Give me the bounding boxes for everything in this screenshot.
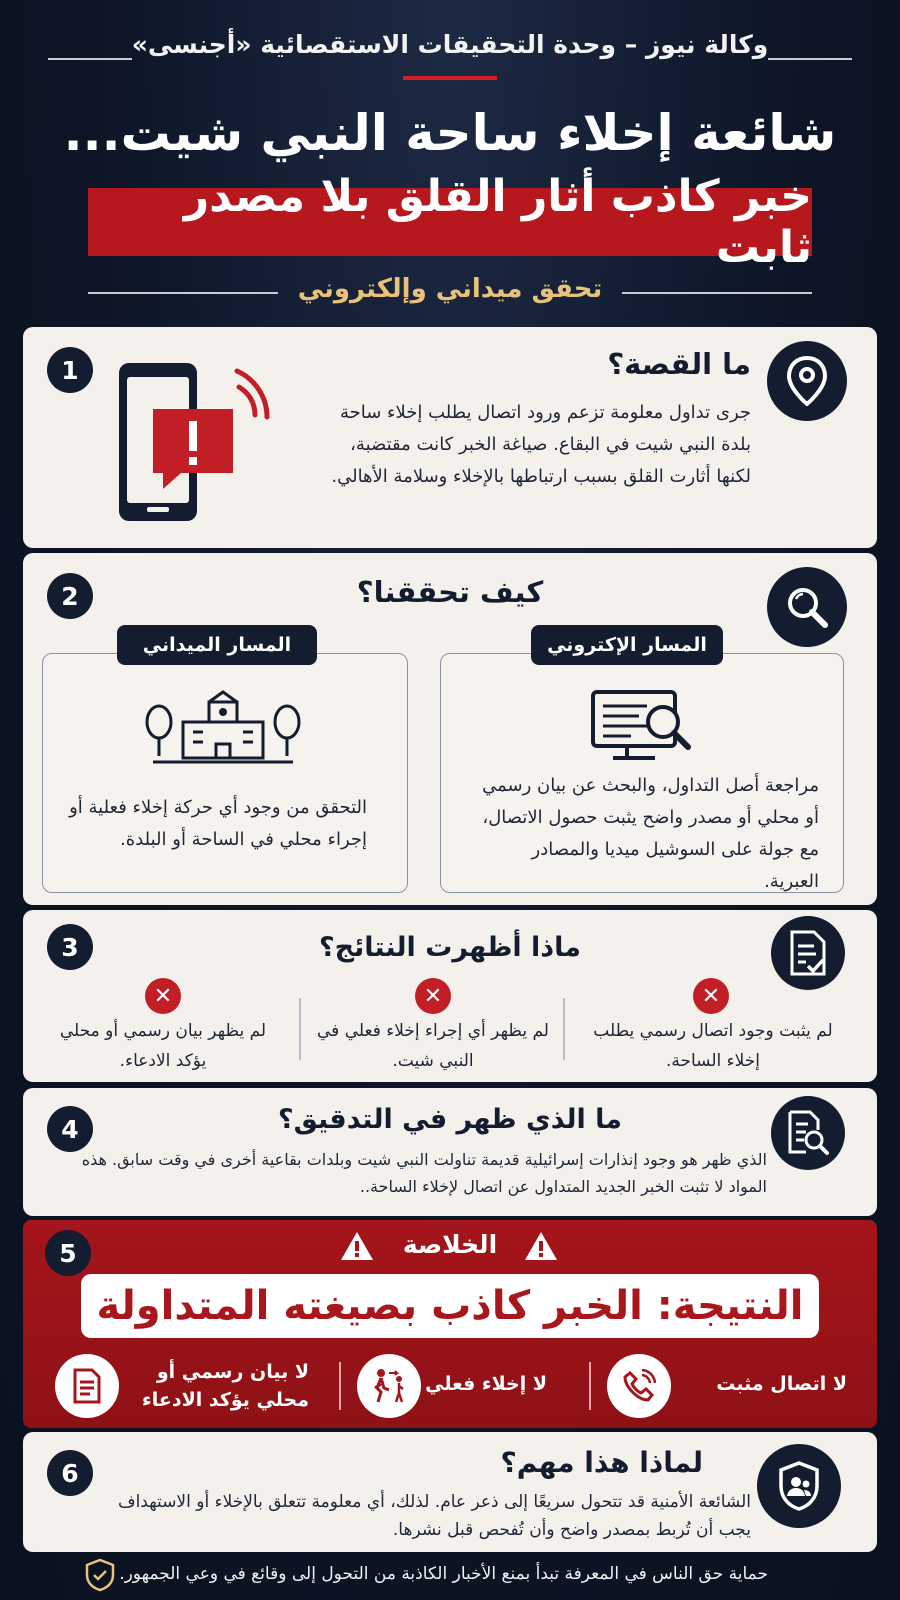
verdict-box <box>81 1274 819 1338</box>
conclusion-divider <box>589 1362 591 1410</box>
electronic-track-body: مراجعة أصل التداول، والبحث عن بيان رسمي أو محلي أو مصدر واضح يثبت حصول الاتصال، مع جولة على السوشيل ميديا والمصادر العبرية. <box>482 775 819 892</box>
result-item: لم يثبت وجود اتصال رسمي يطلب إخلاء الساحة. <box>593 1021 833 1071</box>
electronic-track-card <box>440 653 844 893</box>
conclusion-heading: الخلاصة <box>402 1230 498 1259</box>
negative-result-icon: ✕ <box>145 978 181 1014</box>
conclusion-point: لا بيان رسمي أو محلي يؤكد الادعاء <box>142 1361 309 1411</box>
section-story <box>23 327 877 548</box>
section-heading: ما القصة؟ <box>607 347 751 381</box>
town-building-icon <box>143 688 303 772</box>
warning-icon <box>523 1230 559 1266</box>
phone-icon <box>607 1354 671 1418</box>
section-body: الشائعة الأمنية قد تتحول سريعًا إلى ذعر عام. لذلك، أي معلومة تتعلق بالإخلاء أو الاستهداف يجب أن تُربط بمصدر واضح وأن تُفحص قبل نشرها. <box>117 1492 751 1540</box>
section-results <box>23 910 877 1082</box>
result-divider <box>563 998 565 1060</box>
result-divider <box>299 998 301 1060</box>
method-subtitle: تحقق ميداني وإلكتروني <box>297 274 603 304</box>
section-audit <box>23 1088 877 1216</box>
section-heading: ماذا أظهرت النتائج؟ <box>318 932 582 963</box>
section-conclusion <box>23 1220 877 1428</box>
section-importance <box>23 1432 877 1552</box>
section-heading: ما الذي ظهر في التدقيق؟ <box>278 1104 622 1135</box>
section-number-badge: 1 <box>47 347 93 393</box>
negative-result-icon: ✕ <box>415 978 451 1014</box>
section-number-badge: 2 <box>47 573 93 619</box>
electronic-track-label: المسار الإكتروني <box>531 625 723 665</box>
evacuation-people-icon <box>357 1354 421 1418</box>
header-accent-bar <box>403 76 497 80</box>
section-number-badge: 4 <box>47 1106 93 1152</box>
conclusion-point: لا إخلاء فعلي <box>425 1373 547 1395</box>
agency-name: وكالة نيوز – وحدة التحقيقات الاستقصائية «أجنسى» <box>131 30 769 59</box>
section-body: جرى تداول معلومة تزعم ورود اتصال يطلب إخلاء ساحة بلدة النبي شيت في البقاع. صياغة الخبر كانت مقتضبة، لكنها أثارت القلق بسبب ارتباطها بالإخلاء وسلامة الأهالي. <box>331 402 751 487</box>
conclusion-point: لا اتصال مثبت <box>716 1373 847 1395</box>
monitor-search-icon <box>589 688 699 768</box>
section-heading: لماذا هذا مهم؟ <box>500 1446 703 1479</box>
section-verification <box>23 553 877 905</box>
location-pin-icon <box>767 341 847 421</box>
phone-alert-illustration <box>111 357 281 531</box>
field-track-body: التحقق من وجود أي حركة إخلاء فعلية أو إجراء محلي في الساحة أو البلدة. <box>69 797 367 850</box>
shield-people-icon <box>757 1444 841 1528</box>
result-item: لم يظهر بيان رسمي أو محلي يؤكد الادعاء. <box>59 1021 267 1071</box>
section-number-badge: 6 <box>47 1450 93 1496</box>
section-heading: كيف تحققنا؟ <box>356 575 544 609</box>
page-title: شائعة إخلاء ساحة النبي شيت... <box>63 104 837 162</box>
page-subtitle-banner: خبر كاذب أثار القلق بلا مصدر ثابت <box>183 171 812 273</box>
document-icon <box>55 1354 119 1418</box>
negative-result-icon: ✕ <box>693 978 729 1014</box>
conclusion-divider <box>339 1362 341 1410</box>
field-track-card <box>42 653 408 893</box>
verdict-text: النتيجة: الخبر كاذب بصيغته المتداولة <box>96 1283 804 1329</box>
section-body: الذي ظهر هو وجود إنذارات إسرائيلية قديمة تناولت النبي شيت وبلدات بقاعية أخرى في وقت سابق. هذه المواد لا تثبت الخبر الجديد المتداول عن اتصال لإخلاء الساحة.. <box>81 1150 767 1196</box>
section-number-badge: 5 <box>45 1230 91 1276</box>
title-banner <box>88 171 812 273</box>
field-track-label: المسار الميداني <box>117 625 317 665</box>
section-number-badge: 3 <box>47 924 93 970</box>
shield-check-icon <box>84 1558 116 1596</box>
result-item: لم يظهر أي إجراء إخلاء فعلي في النبي شيت. <box>317 1021 549 1071</box>
footer-note: حماية حق الناس في المعرفة تبدأ بمنع الأخبار الكاذبة من التحول إلى وقائع في وعي الجمهور. <box>119 1564 768 1584</box>
